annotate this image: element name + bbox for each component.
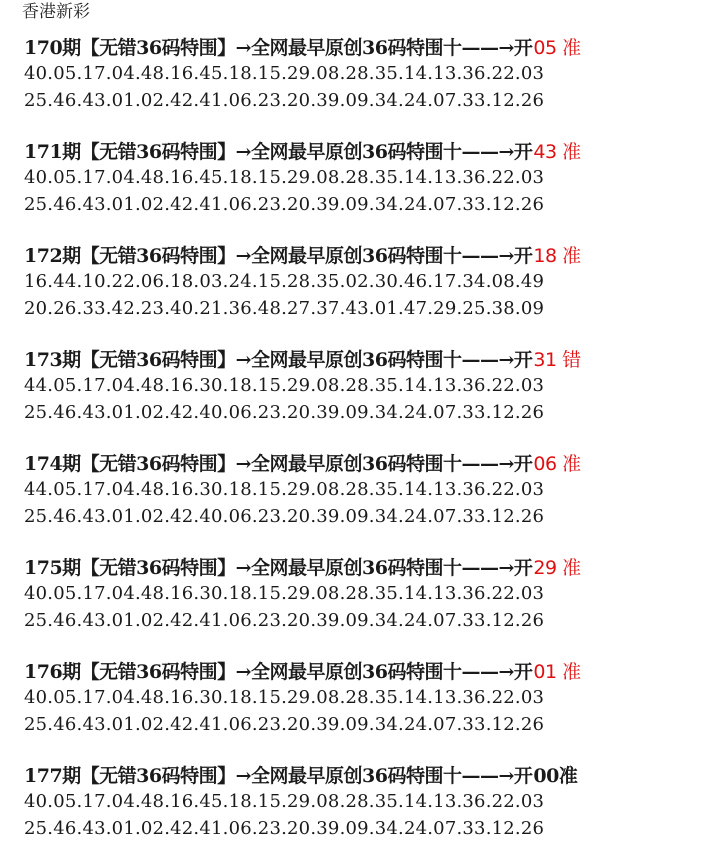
entry-170 — [24, 36, 704, 140]
site-title: 香港新彩 — [22, 2, 90, 22]
result-label: 31 错 — [533, 349, 581, 371]
entry-header-text: 173期【无错36码特围】→全网最早原创36码特围十——→开 — [24, 349, 533, 371]
numbers-line-1: 44.05.17.04.48.16.30.18.15.29.08.28.35.14.13.36.22.03 — [24, 479, 545, 500]
entry-176 — [24, 660, 704, 764]
numbers-line-2: 25.46.43.01.02.42.41.06.23.20.39.09.34.24.07.33.12.26 — [24, 90, 545, 111]
entry-172 — [24, 244, 704, 348]
numbers-line-2: 25.46.43.01.02.42.41.06.23.20.39.09.34.24.07.33.12.26 — [24, 610, 545, 631]
entry-header-text: 170期【无错36码特围】→全网最早原创36码特围十——→开 — [24, 37, 533, 59]
numbers-line-1: 40.05.17.04.48.16.30.18.15.29.08.28.35.14.13.36.22.03 — [24, 687, 545, 708]
entry-header-text: 171期【无错36码特围】→全网最早原创36码特围十——→开 — [24, 141, 533, 163]
entry-header-text: 175期【无错36码特围】→全网最早原创36码特围十——→开 — [24, 557, 533, 579]
result-label: 43 准 — [533, 141, 581, 163]
numbers-line-1: 40.05.17.04.48.16.45.18.15.29.08.28.35.14.13.36.22.03 — [24, 791, 545, 812]
entry-175 — [24, 556, 704, 660]
entry-header — [24, 36, 704, 60]
entry-header-text: 177期【无错36码特围】→全网最早原创36码特围十——→开 — [24, 765, 533, 787]
numbers-line-2: 25.46.43.01.02.42.40.06.23.20.39.09.34.24.07.33.12.26 — [24, 506, 545, 527]
numbers-line-2: 20.26.33.42.23.40.21.36.48.27.37.43.01.47.29.25.38.09 — [24, 298, 545, 319]
numbers-line-2: 25.46.43.01.02.42.41.06.23.20.39.09.34.24.07.33.12.26 — [24, 818, 545, 839]
numbers-line-1: 40.05.17.04.48.16.30.18.15.29.08.28.35.14.13.36.22.03 — [24, 583, 545, 604]
numbers-line-1: 40.05.17.04.48.16.45.18.15.29.08.28.35.14.13.36.22.03 — [24, 167, 545, 188]
result-label: 05 准 — [533, 37, 581, 59]
numbers-line-1: 16.44.10.22.06.18.03.24.15.28.35.02.30.46.17.34.08.49 — [24, 271, 545, 292]
numbers-line-2: 25.46.43.01.02.42.41.06.23.20.39.09.34.24.07.33.12.26 — [24, 714, 545, 735]
entry-header — [24, 556, 704, 580]
entry-header — [24, 140, 704, 164]
numbers-line-1: 44.05.17.04.48.16.30.18.15.29.08.28.35.14.13.36.22.03 — [24, 375, 545, 396]
result-label: 29 准 — [533, 557, 581, 579]
entry-header — [24, 660, 704, 684]
entry-header — [24, 452, 704, 476]
entry-header-text: 176期【无错36码特围】→全网最早原创36码特围十——→开 — [24, 661, 533, 683]
entry-174 — [24, 452, 704, 556]
numbers-line-2: 25.46.43.01.02.42.41.06.23.20.39.09.34.24.07.33.12.26 — [24, 194, 545, 215]
entry-177 — [24, 764, 704, 868]
entry-header-text: 172期【无错36码特围】→全网最早原创36码特围十——→开 — [24, 245, 533, 267]
result-label: 00准 — [533, 765, 578, 787]
numbers-line-1: 40.05.17.04.48.16.45.18.15.29.08.28.35.14.13.36.22.03 — [24, 63, 545, 84]
result-label: 18 准 — [533, 245, 581, 267]
numbers-line-2: 25.46.43.01.02.42.40.06.23.20.39.09.34.24.07.33.12.26 — [24, 402, 545, 423]
entry-header — [24, 764, 704, 788]
entries-list — [24, 36, 704, 868]
entry-header — [24, 348, 704, 372]
entry-header-text: 174期【无错36码特围】→全网最早原创36码特围十——→开 — [24, 453, 533, 475]
result-label: 06 准 — [533, 453, 581, 475]
entry-171 — [24, 140, 704, 244]
entry-header — [24, 244, 704, 268]
result-label: 01 准 — [533, 661, 581, 683]
entry-173 — [24, 348, 704, 452]
